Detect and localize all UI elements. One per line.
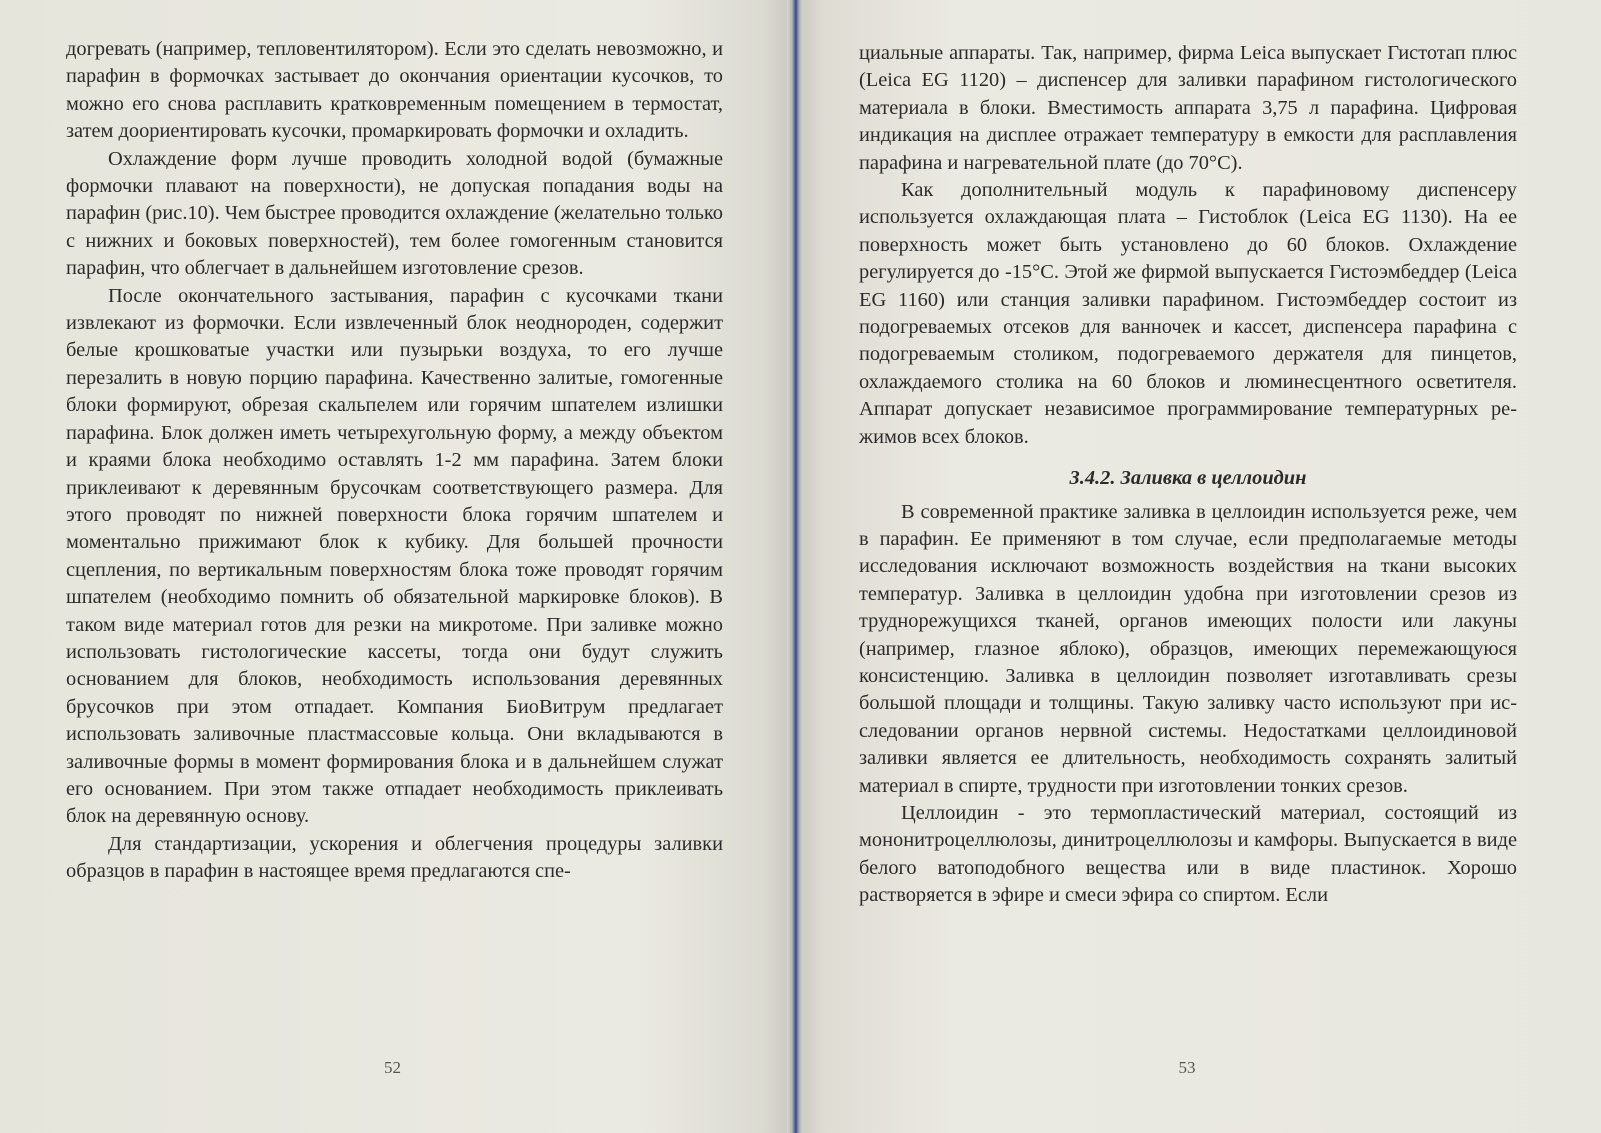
- left-page-number: 52: [384, 1057, 401, 1077]
- right-page: [793, 0, 1601, 1133]
- right-page-number: 53: [1178, 1057, 1196, 1077]
- left-paragraph-4: Для стандартизации, ускорения и облегчения процедуры заливки образцов в парафин в настоящее время предлагаются спе-: [66, 832, 723, 883]
- right-paragraph-3: В современной практике заливка в целлоидин используется реже, чем в парафин. Ее применяют в том случае, если предполагаемые методы исследования исключают возможность воздействия на ткани высоких температур. Заливка в целлоидин удобна при изготовлении срезов из труднорежущихся тканей, органов имеющих полости или лакуны (например, глазное яблоко), образцов, имеющих перемежающуюся консистенцию. Заливка в целлоидин позволяет изготавливать срезы большой площади и толщины. Такую заливку часто используют при исследовании органов нервной системы. Недостатками целлоидиновой заливки является ее длительность, необходимость сохранять залитый материал в спирте, трудности при изготовлении тонких срезов.: [859, 500, 1517, 797]
- left-paragraph-3: После окончательного застывания, парафин с кусочками ткани извлекают из формочки. Если извлеченный блок неоднороден, содержит белые крошковатые участки или пузырьки воздуха, то его лучше перезалить в новую порцию парафина. Качественно залитые, гомогенные блоки формируют, обрезая скальпелем или горячим шпателем излишки парафина. Блок должен иметь четырехугольную форму, а между объектом и краями блока необходимо оставлять 1-2 мм парафина. Затем блоки приклеивают к деревянным брусочкам соответствующего размера. Для этого проводят по нижней поверхности блока горячим шпателем и моментально прижимают блок к кубику. Для большей прочности сцепления, по вертикальным поверхностям блока тоже проводят горячим шпателем (необходимо помнить об обязательной маркировке блоков). В таком виде материал готов для резки на микротоме. При заливке можно использовать гистологические кассеты, тогда они будут служить основанием для блоков, необходимость использования деревянных брусочков при этом отпадает. Компания БиоВитрум предлагает использовать заливочные пластмассовые кольца. Они вкладываются в заливочные формы в момент формирования блока и в дальнейшем служат его основанием. При этом также отпадает необходимость приклеивать блок на деревянную основу.: [66, 284, 723, 828]
- section-heading: 3.4.2. Заливка в целлоидин: [1069, 467, 1307, 490]
- right-paragraph-1: циальные аппараты. Так, например, фирма Leica выпускает Гистотап плюс (Leica EG 1120) – диспенсер для заливки парафином гистологического материала в блоки. Вместимость аппарата 3,75 л парафина. Цифровая индикация на дисплее отражает температуру в емкости для расплавления парафина и нагревательной плате (до 70°С).: [859, 42, 1517, 174]
- book-gutter: [787, 0, 803, 1133]
- left-paragraph-1: догревать (например, тепловентилятором). Если это сделать невозможно, и парафин в формочках застывает до окончания ориентации кусочков, то можно его снова расплавить кратковременным помещением в термостат, затем доориентировать кусочки, промаркировать формочки и охладить.: [66, 38, 723, 143]
- left-paragraph-2: Охлаждение форм лучше проводить холодной водой (бумажные формочки плавают на поверхности), не допуская попадания воды на парафин (рис.10). Чем быстрее проводится охлаждение (желательно только с нижних и боковых поверхностей), тем более гомогенным становится парафин, что облегчает в дальнейшем изготовление срезов.: [66, 147, 723, 280]
- right-paragraph-2: Как дополнительный модуль к парафиновому диспенсеру используется охлаждающая плата – Гистоблок (Leica EG 1130). На ее поверхность может быть установлено до 60 блоков. Охлаждение регулируется до -15°С. Этой же фирмой выпускается Гистоэмбеддер (Leica EG 1160) или станция заливки парафином. Гистоэмбеддер состоит из подогреваемых отсеков для ванночек и кассет, диспенсера парафина с подогреваемым столиком, подогреваемого держателя для пинцетов, охлаждаемого столика на 60 блоков и люминесцентного осветителя. Аппарат допускает независимое программирование температурных режимов всех блоков.: [859, 179, 1517, 448]
- right-paragraph-4: Целлоидин - это термопластический материал, состоящий из мононитроцеллюлозы, динитроцеллюлозы и камфоры. Выпускается в виде белого ватоподобного вещества или в виде пластинок. Хорошо растворяется в эфире и смеси эфира со спиртом. Если: [859, 801, 1517, 907]
- left-page: [0, 0, 793, 1133]
